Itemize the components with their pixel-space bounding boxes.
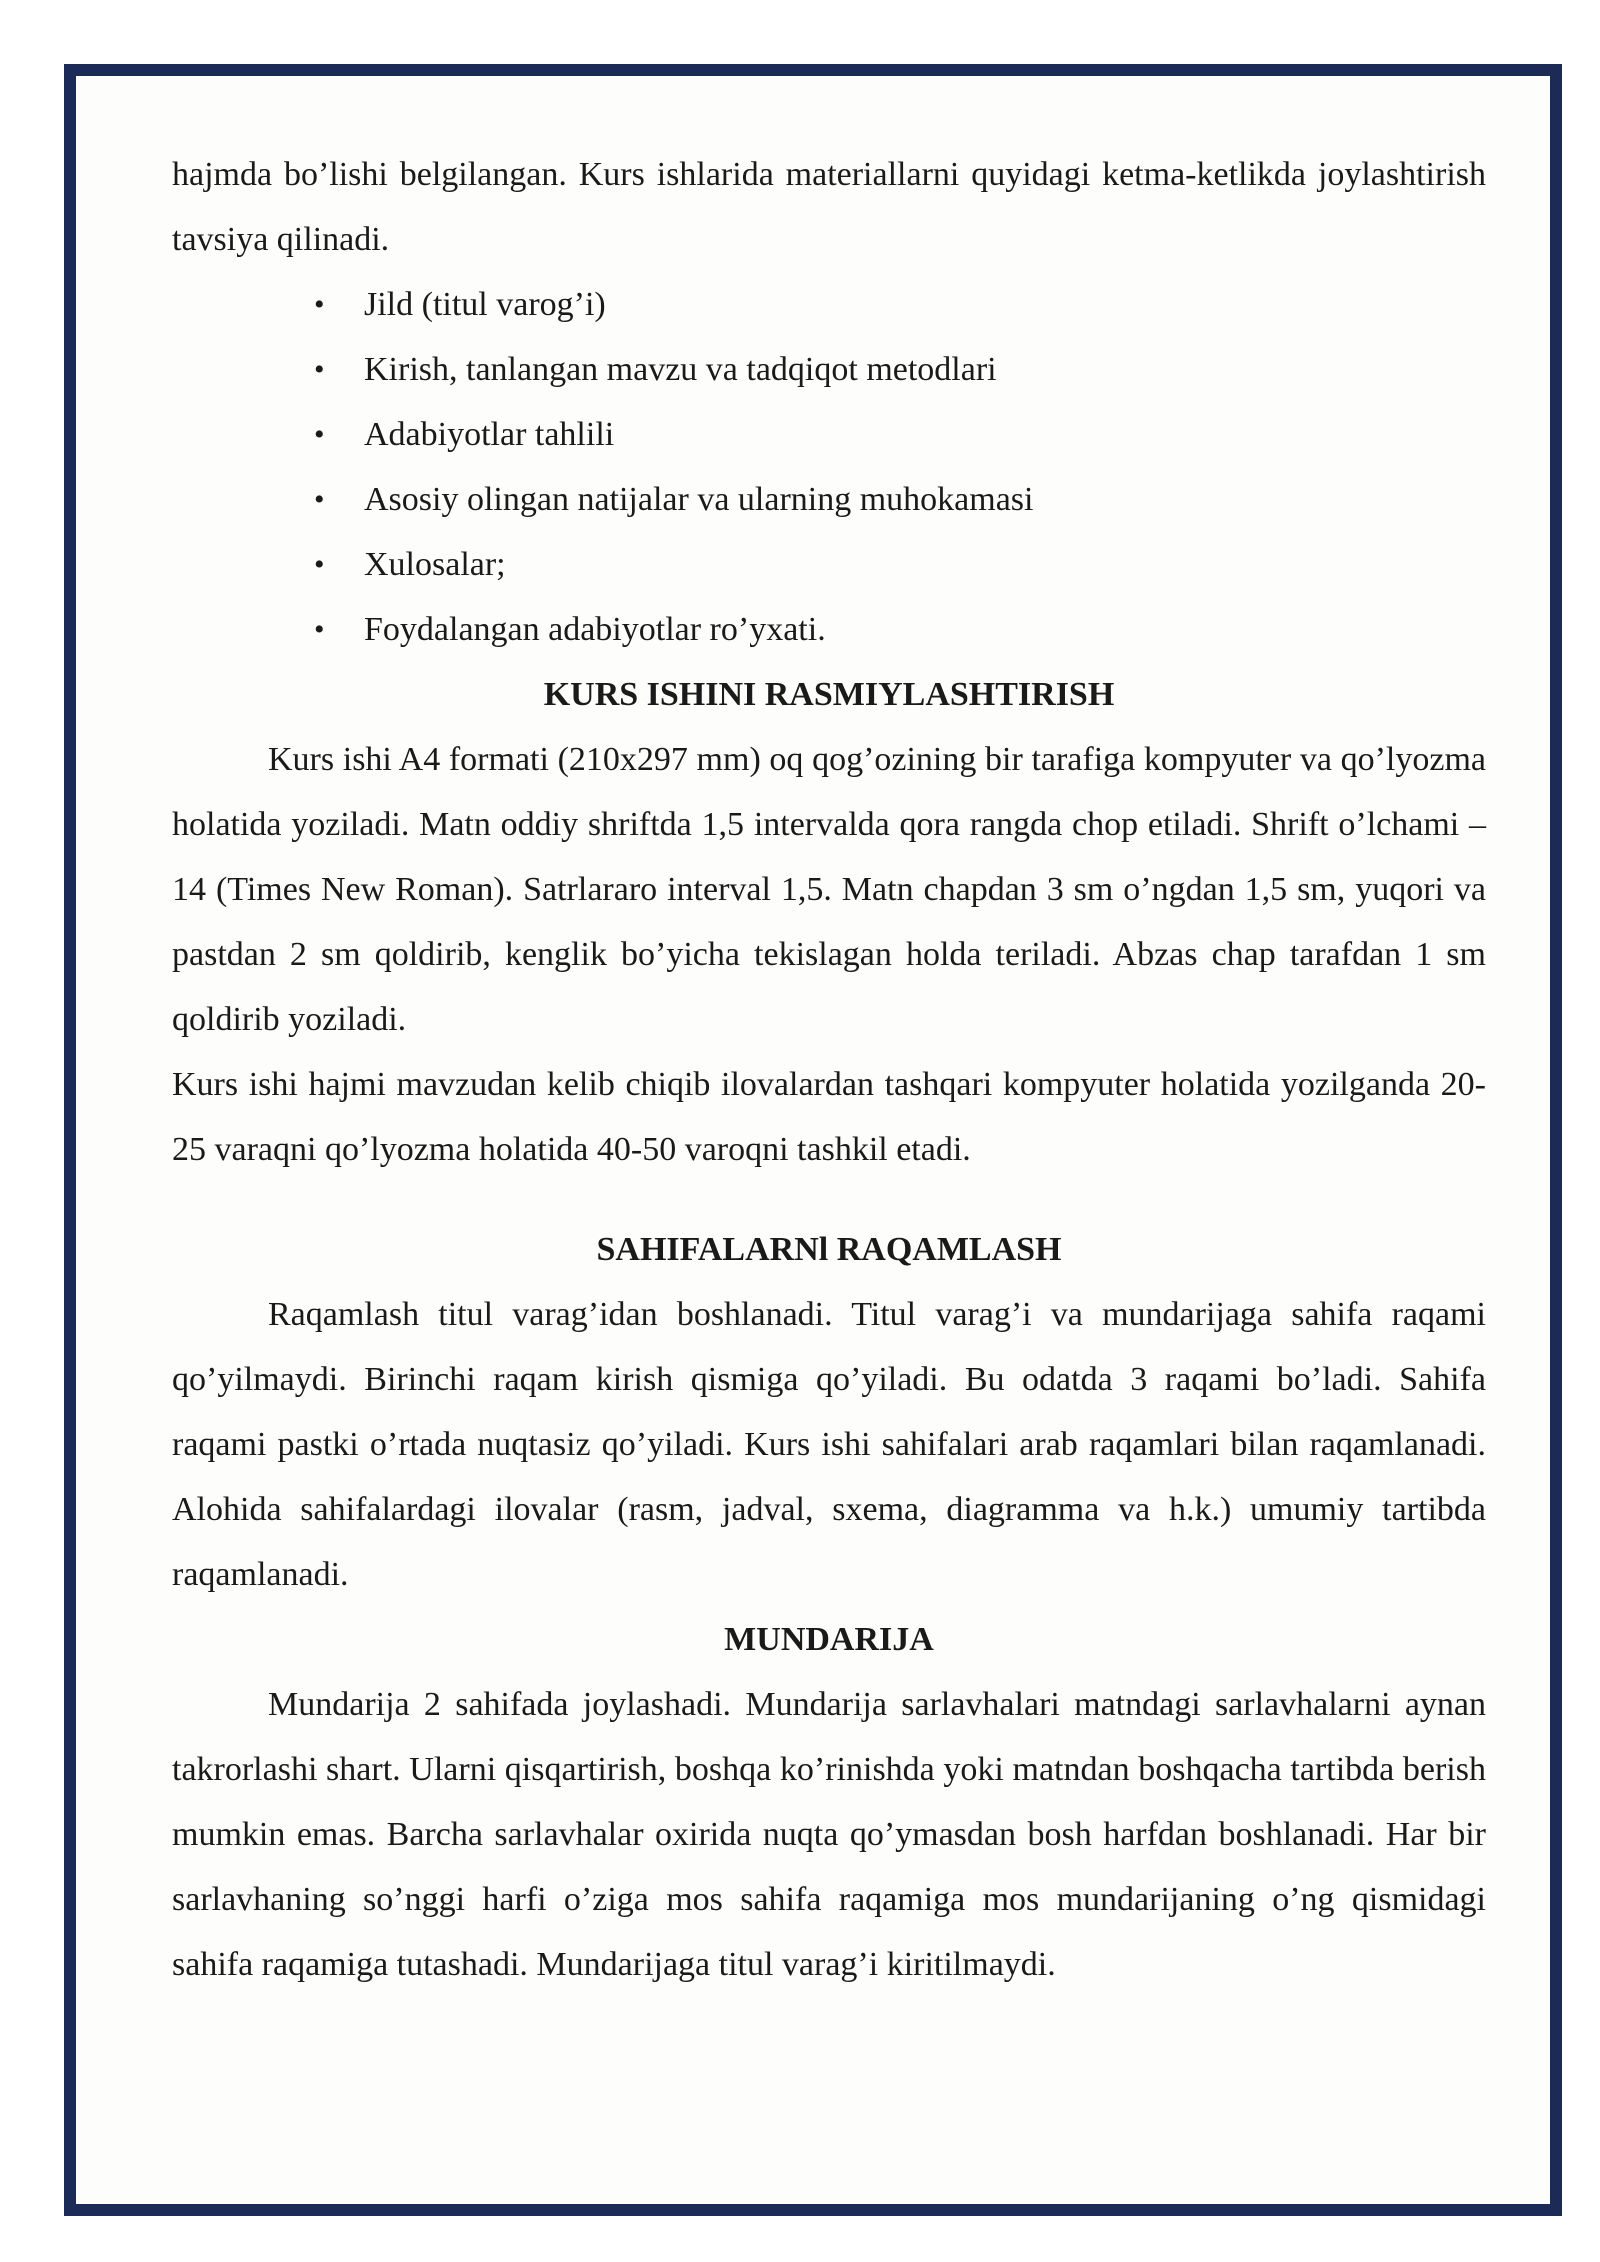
bullet-icon: • bbox=[314, 353, 325, 386]
bullet-icon: • bbox=[314, 288, 325, 321]
bullet-icon: • bbox=[314, 613, 325, 646]
list-item bbox=[314, 337, 1486, 402]
volume-paragraph: Kurs ishi hajmi mavzudan kelib chiqib ilovalardan tashqari kompyuter holatida yozilganda 20-25 varaqni qo’lyozma holatida 40-50 varoqni tashkil etadi. bbox=[172, 1066, 1486, 1168]
materials-order-list bbox=[172, 272, 1486, 662]
list-item bbox=[314, 532, 1486, 597]
section-heading-formatting: KURS ISHINI RASMIYLASHTIRISH bbox=[543, 676, 1115, 713]
list-item bbox=[314, 402, 1486, 467]
contents-paragraph: Mundarija 2 sahifada joylashadi. Mundarija sarlavhalari matndagi sarlavhalarni aynan takrorlashi shart. Ularni qisqartirish, boshqa ko’rinishda yoki matndan boshqacha tartibda berish mumkin emas. Barcha sarlavhalar oxirida nuqta qo’ymasdan bosh harfdan boshlanadi. Har bir sarlavhaning so’nggi harfi o’ziga mos sahifa raqamiga mos mundarijaning o’ng qismidagi sahifa raqamiga tutashadi. Mundarijaga titul varag’i kiritilmaydi. bbox=[172, 1686, 1486, 1983]
formatting-paragraph: Kurs ishi A4 formati (210x297 mm) oq qog’ozining bir tarafiga kompyuter va qo’lyozma holatida yoziladi. Matn oddiy shriftda 1,5 intervalda qora rangda chop etiladi. Shrift o’lchami – 14 (Times New Roman). Satrlararo interval 1,5. Matn chapdan 3 sm o’ngdan 1,5 sm, yuqori va pastdan 2 sm qoldirib, kenglik bo’yicha tekislagan holda teriladi. Abzas chap tarafdan 1 sm qoldirib yoziladi. bbox=[172, 741, 1486, 1038]
page-numbering-paragraph: Raqamlash titul varag’idan boshlanadi. Titul varag’i va mundarijaga sahifa raqami qo’yilmaydi. Birinchi raqam kirish qismiga qo’yiladi. Bu odatda 3 raqami bo’ladi. Sahifa raqami pastki o’rtada nuqtasiz qo’yiladi. Kurs ishi sahifalari arab raqamlari bilan raqamlanadi. Alohida sahifalardagi ilovalar (rasm, jadval, sxema, diagramma va h.k.) umumiy tartibda raqamlanadi. bbox=[172, 1296, 1486, 1593]
section-spacer bbox=[172, 1182, 1486, 1217]
list-item bbox=[314, 467, 1486, 532]
bullet-icon: • bbox=[314, 483, 325, 516]
list-item-text: Foydalangan adabiyotlar ro’yxati. bbox=[364, 611, 826, 648]
intro-paragraph: hajmda bo’lishi belgilangan. Kurs ishlarida materiallarni quyidagi ketma-ketlikda joylashtirish tavsiya qilinadi. bbox=[172, 156, 1486, 258]
document-body bbox=[172, 142, 1486, 1997]
list-item bbox=[314, 597, 1486, 662]
bullet-icon: • bbox=[314, 548, 325, 581]
list-item-text: Adabiyotlar tahlili bbox=[364, 416, 615, 453]
list-item-text: Asosiy olingan natijalar va ularning muhokamasi bbox=[364, 481, 1034, 518]
list-item-text: Jild (titul varog’i) bbox=[364, 286, 606, 323]
list-item-text: Kirish, tanlangan mavzu va tadqiqot metodlari bbox=[364, 351, 997, 388]
list-item-text: Xulosalar; bbox=[364, 546, 506, 583]
bullet-icon: • bbox=[314, 418, 325, 451]
list-item bbox=[314, 272, 1486, 337]
section-heading-contents: MUNDARIJA bbox=[724, 1621, 934, 1658]
section-heading-page-numbering: SAHIFALARNl RAQAMLASH bbox=[596, 1231, 1062, 1268]
